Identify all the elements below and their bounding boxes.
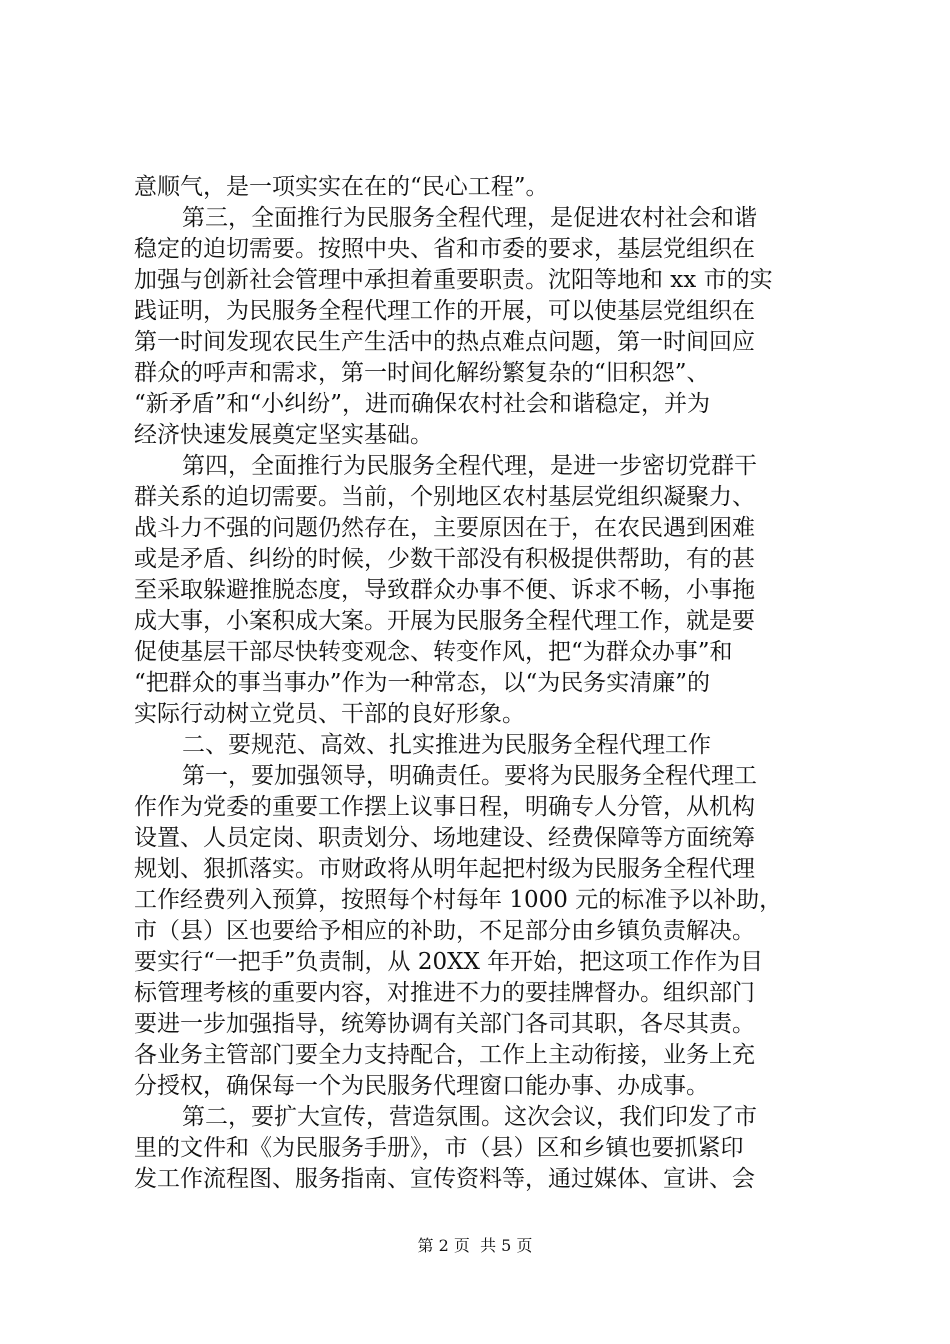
- page-footer: 第 2 页 共 5 页: [417, 1236, 533, 1255]
- paragraph-first-line: 第一，要加强领导，明确责任。要将为民服务全程代理工: [182, 763, 757, 789]
- section-heading: 二、要规范、高效、扎实推进为民服务全程代理工作: [182, 732, 711, 758]
- text-line: 战斗力不强的问题仍然存在，主要原因在于，在农民遇到困难: [134, 515, 755, 541]
- text-line: 要进一步加强指导，统筹协调有关部门各司其职，各尽其责。: [134, 1011, 755, 1037]
- text-line: “把群众的事当事办”作为一种常态，以“为民务实清廉”的: [134, 670, 711, 696]
- text-line: 实际行动树立党员、干部的良好形象。: [134, 701, 525, 727]
- text-line: 意顺气，是一项实实在在的“民心工程”。: [134, 174, 549, 200]
- text-line: 作作为党委的重要工作摆上议事日程，明确专人分管，从机构: [134, 794, 755, 820]
- text-line: 发工作流程图、服务指南、宣传资料等，通过媒体、宣讲、会: [134, 1166, 755, 1192]
- text-line: 市（县）区也要给予相应的补助，不足部分由乡镇负责解决。: [134, 918, 755, 944]
- text-line: 至采取躲避推脱态度，导致群众办事不便、诉求不畅，小事拖: [134, 577, 755, 603]
- text-line: 群关系的迫切需要。当前，个别地区农村基层党组织凝聚力、: [134, 484, 755, 510]
- text-line: “新矛盾”和“小纠纷”，进而确保农村社会和谐稳定，并为: [134, 391, 711, 417]
- text-line: 促使基层干部尽快转变观念、转变作风，把“为群众办事”和: [134, 639, 733, 665]
- paragraph-first-line: 第二，要扩大宣传，营造氛围。这次会议，我们印发了市: [182, 1104, 757, 1130]
- paragraph-first-line: 第四，全面推行为民服务全程代理，是进一步密切党群干: [182, 453, 757, 479]
- text-line: 里的文件和《为民服务手册》，市（县）区和乡镇也要抓紧印: [134, 1135, 744, 1161]
- paragraph-first-line: 第三，全面推行为民服务全程代理，是促进农村社会和谐: [182, 205, 757, 231]
- text-line: 工作经费列入预算，按照每个村每年 1000 元的标准予以补助，: [134, 887, 783, 913]
- text-line: 要实行“一把手”负责制，从 20XX 年开始，把这项工作作为目: [134, 949, 764, 975]
- text-line: 分授权，确保每一个为民服务代理窗口能办事、办成事。: [134, 1073, 709, 1099]
- text-line: 群众的呼声和需求，第一时间化解纷繁复杂的“旧积怨”、: [134, 360, 710, 386]
- text-line: 成大事，小案积成大案。开展为民服务全程代理工作，就是要: [134, 608, 755, 634]
- text-line: 践证明，为民服务全程代理工作的开展，可以使基层党组织在: [134, 298, 755, 324]
- text-line: 经济快速发展奠定坚实基础。: [134, 422, 433, 448]
- text-line: 或是矛盾、纠纷的时候，少数干部没有积极提供帮助，有的甚: [134, 546, 755, 572]
- text-line: 加强与创新社会管理中承担着重要职责。沈阳等地和 xx 市的实: [134, 267, 773, 293]
- text-line: 标管理考核的重要内容，对推进不力的要挂牌督办。组织部门: [134, 980, 755, 1006]
- text-line: 设置、人员定岗、职责划分、场地建设、经费保障等方面统筹: [134, 825, 755, 851]
- text-line: 规划、狠抓落实。市财政将从明年起把村级为民服务全程代理: [134, 856, 755, 882]
- text-line: 稳定的迫切需要。按照中央、省和市委的要求，基层党组织在: [134, 236, 755, 262]
- text-line: 第一时间发现农民生产生活中的热点难点问题，第一时间回应: [134, 329, 755, 355]
- text-line: 各业务主管部门要全力支持配合，工作上主动衔接，业务上充: [134, 1042, 755, 1068]
